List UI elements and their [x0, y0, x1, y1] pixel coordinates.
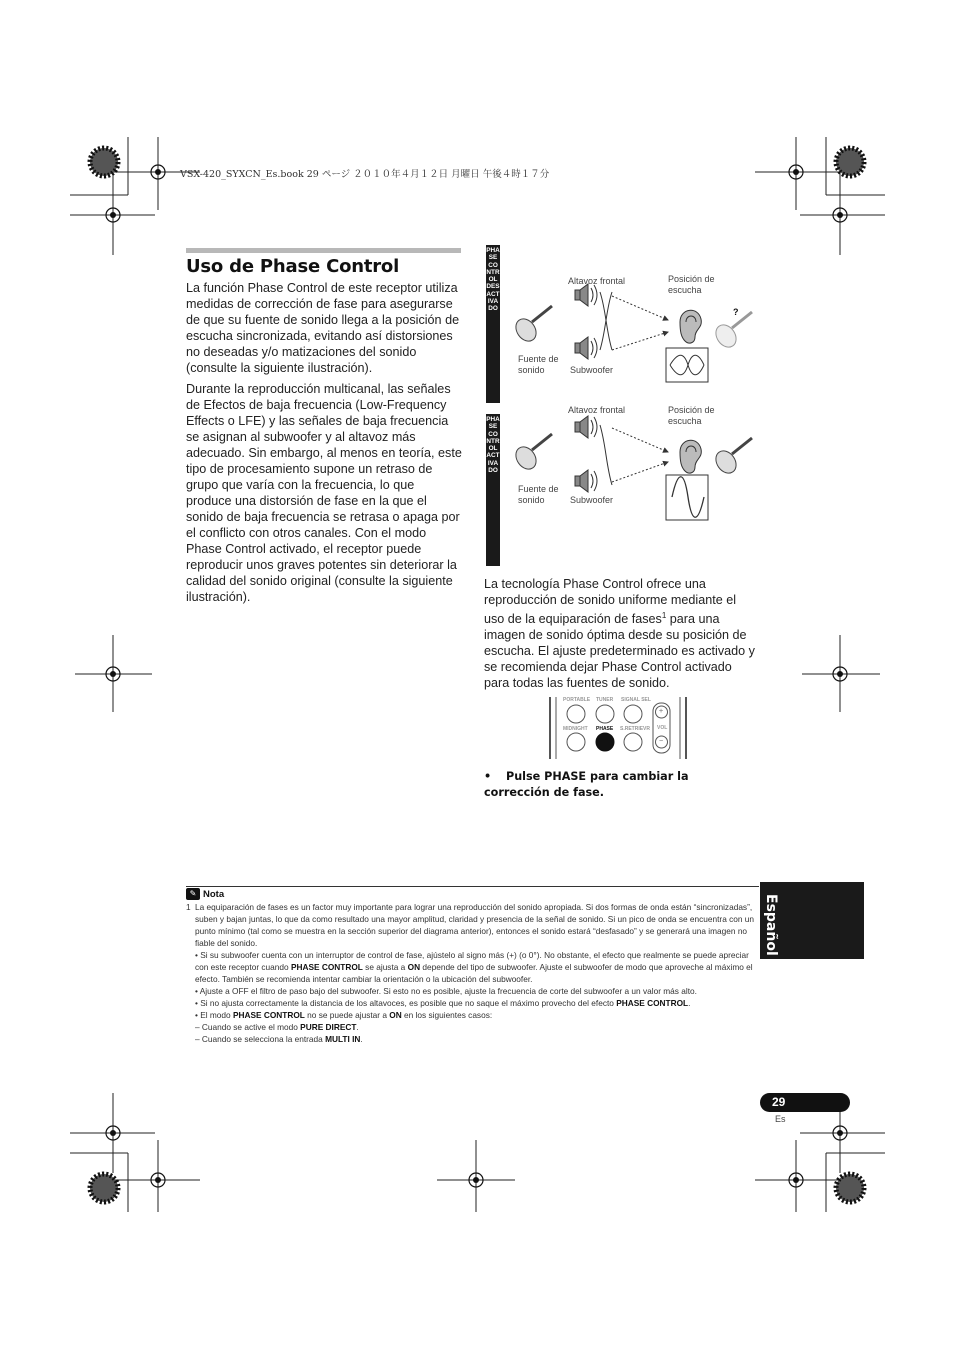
note-strong: MULTI IN: [325, 1034, 361, 1044]
note-title: Nota: [203, 888, 225, 900]
note-6: [186, 1021, 760, 1033]
midnight-label: MIDNIGHT: [563, 726, 588, 732]
phase-technology-paragraph: [484, 576, 756, 691]
tuner-label: TUNER: [596, 697, 614, 703]
note-strong: PHASE CONTROL: [616, 998, 689, 1008]
title-rule: [186, 248, 461, 253]
note-text: – Cuando se active el modo: [195, 1022, 301, 1032]
subwoofer-icon: [575, 337, 597, 359]
note-4: [186, 997, 760, 1009]
subwoofer-label: Subwoofer: [570, 495, 614, 505]
footnote-ref: 1: [661, 611, 667, 620]
note-text: – Cuando se selecciona la entrada: [195, 1034, 326, 1044]
listening-position-label: Posición de escucha: [668, 405, 715, 426]
instruction-step: [484, 769, 754, 801]
note-text: se ajusta a: [362, 962, 408, 972]
notes-block: [186, 901, 760, 1045]
language-tab-label-wrap: [757, 894, 797, 954]
speaker-icon: [575, 284, 597, 306]
phase-diagrams: [505, 245, 765, 565]
note-1: [186, 901, 760, 949]
note-strong: PHASE CONTROL: [232, 1010, 305, 1020]
s-retriever-label: S.RETRIEVR: [620, 726, 651, 732]
signal-sel-label: SIGNAL SEL: [621, 697, 651, 703]
page-number: 29: [760, 1093, 850, 1112]
note-text: .: [688, 998, 691, 1008]
listening-position-label: Posición de escucha: [668, 274, 715, 295]
bullet-mark: •: [484, 770, 492, 783]
note-3: • Ajuste a OFF el filtro de paso bajo del subwoofer. Si esto no es posible, ajuste la frecuencia de corte del subwoofer a un valor más alto.: [195, 986, 697, 996]
speaker-icon: [575, 416, 597, 438]
portable-label: PORTABLE: [563, 697, 591, 703]
note-text: • Si no ajusta correctamente la distancia de los altavoces, es posible que no saque el máximo provecho del efecto: [195, 998, 617, 1008]
note-icon: ✎: [186, 888, 200, 900]
right-body: [484, 576, 756, 696]
note-strong: PHASE CONTROL: [290, 962, 363, 972]
instruction-text: Pulse PHASE para cambiar la corrección de fase.: [484, 770, 689, 799]
wave-box-out-of-phase: [666, 348, 708, 382]
note-5: [186, 1009, 760, 1021]
note-strong: PURE DIRECT: [300, 1022, 357, 1032]
ear-icon: [680, 440, 701, 473]
phase-label: PHASE: [596, 726, 614, 732]
guitar-icon: [512, 434, 552, 473]
note-text: La equiparación de fases es un factor muy importante para lograr una reproducción del sonido apropiada. Si dos formas de onda están “sincronizadas”, suben y bajan juntas, lo que da como resultado una mayor amplitud, claridad y presencia de la señal de sonido. Si un pico de onda se encuentra con un punto mínimo (tal como se muestra en la sección superior del diagrama anterior), entonces el sonido estará “desfasado” y se generará una imagen no fiable del sonido.: [195, 902, 755, 948]
note-number: 1: [186, 902, 191, 912]
phase-off-strip: PHASE CONTROL DESACTIVADO: [486, 245, 500, 403]
ear-icon: [680, 310, 701, 343]
section-title: Uso de Phase Control: [186, 256, 400, 277]
question-mark: ?: [733, 307, 739, 317]
front-speaker-label: Altavoz frontal: [568, 405, 626, 415]
note-rule: [186, 886, 759, 887]
sound-source-label: Fuente de sonido: [518, 484, 559, 505]
language-tab-label: Español: [763, 894, 779, 956]
paragraph-text-a: La tecnología Phase Control ofrece una reproducción de sonido uniforme mediante el uso de la equiparación de fases: [484, 577, 737, 627]
page-lang-code: Es: [775, 1114, 786, 1124]
remote-panel: [548, 697, 688, 759]
paragraph-1: La función Phase Control de este receptor utiliza medidas de corrección de fase para asegurarse de que su fuente de sonido llega a la posición de escucha sincronizada, evitando así distorsiones no deseadas y/o matizaciones del sonido (consulte la siguiente ilustración).: [186, 281, 460, 375]
note-text: .: [360, 1034, 363, 1044]
note-strong: ON: [407, 962, 421, 972]
note-text: • El modo: [195, 1010, 233, 1020]
note-text: • Si su subwoofer cuenta con un interruptor de control de fase, ajústelo al signo más (+) (o 0°). No obstante, el efecto que realmente se puede apreciar con este receptor cuando: [195, 950, 749, 972]
file-info-header: VSX-420_SYXCN_Es.book 29 ページ ２０１０年４月１２日 月曜日 午後４時１７分: [180, 169, 550, 180]
note-text: no se puede ajustar a: [304, 1010, 390, 1020]
front-speaker-label: Altavoz frontal: [568, 276, 626, 286]
subwoofer-icon: [575, 470, 597, 492]
wave-box-in-phase: [666, 475, 708, 520]
note-text: depende del tipo de subwoofer. Ajuste el subwoofer de modo que aproveche al máximo el efecto. También se recomienda intentar cambiar la orientación o la ubicación del subwoofer.: [195, 962, 753, 984]
vol-plus[interactable]: +: [659, 708, 664, 715]
phase-button[interactable]: [596, 733, 614, 751]
vol-label: VOL: [657, 725, 668, 731]
note-text: .: [356, 1022, 359, 1032]
faded-guitar-icon: [712, 312, 752, 351]
left-body: [186, 280, 462, 610]
note-heading: [186, 888, 224, 900]
subwoofer-label: Subwoofer: [570, 365, 614, 375]
sound-source-label: Fuente de sonido: [518, 354, 559, 375]
guitar-icon: [512, 306, 552, 345]
note-2: [186, 949, 760, 985]
note-text: en los siguientes casos:: [401, 1010, 493, 1020]
note-7: [186, 1033, 760, 1045]
phase-on-strip: PHASE CONTROL ACTIVADO: [486, 414, 500, 566]
paragraph-2: Durante la reproducción multicanal, las señales de Efectos de baja frecuencia (Low-Frequency Effects o LFE) y las señales de baja frecuencia se asignan al subwoofer y al altavoz más adecuado. Sin embargo, al menos en teoría, este tipo de procesamiento supone un retraso de grupo que varía con la frecuencia, lo que produce una distorsión de fase en la que el sonido de baja frecuencia se retrasa o apaga por el conflicto con otros canales. Con el modo Phase Control activado, el receptor puede reproducir unos graves potentes sin deteriorar la calidad del sonido original (consulte la siguiente ilustración).: [186, 382, 462, 604]
paragraph-text-b: para una imagen de sonido óptima desde su posición de escucha. El ajuste predeterminado es activado y se recomienda dejar Phase Control activado para todas las fuentes de sonido.: [484, 612, 755, 691]
guitar-icon: [712, 438, 752, 477]
note-strong: ON: [389, 1010, 402, 1020]
vol-minus[interactable]: −: [659, 738, 664, 745]
